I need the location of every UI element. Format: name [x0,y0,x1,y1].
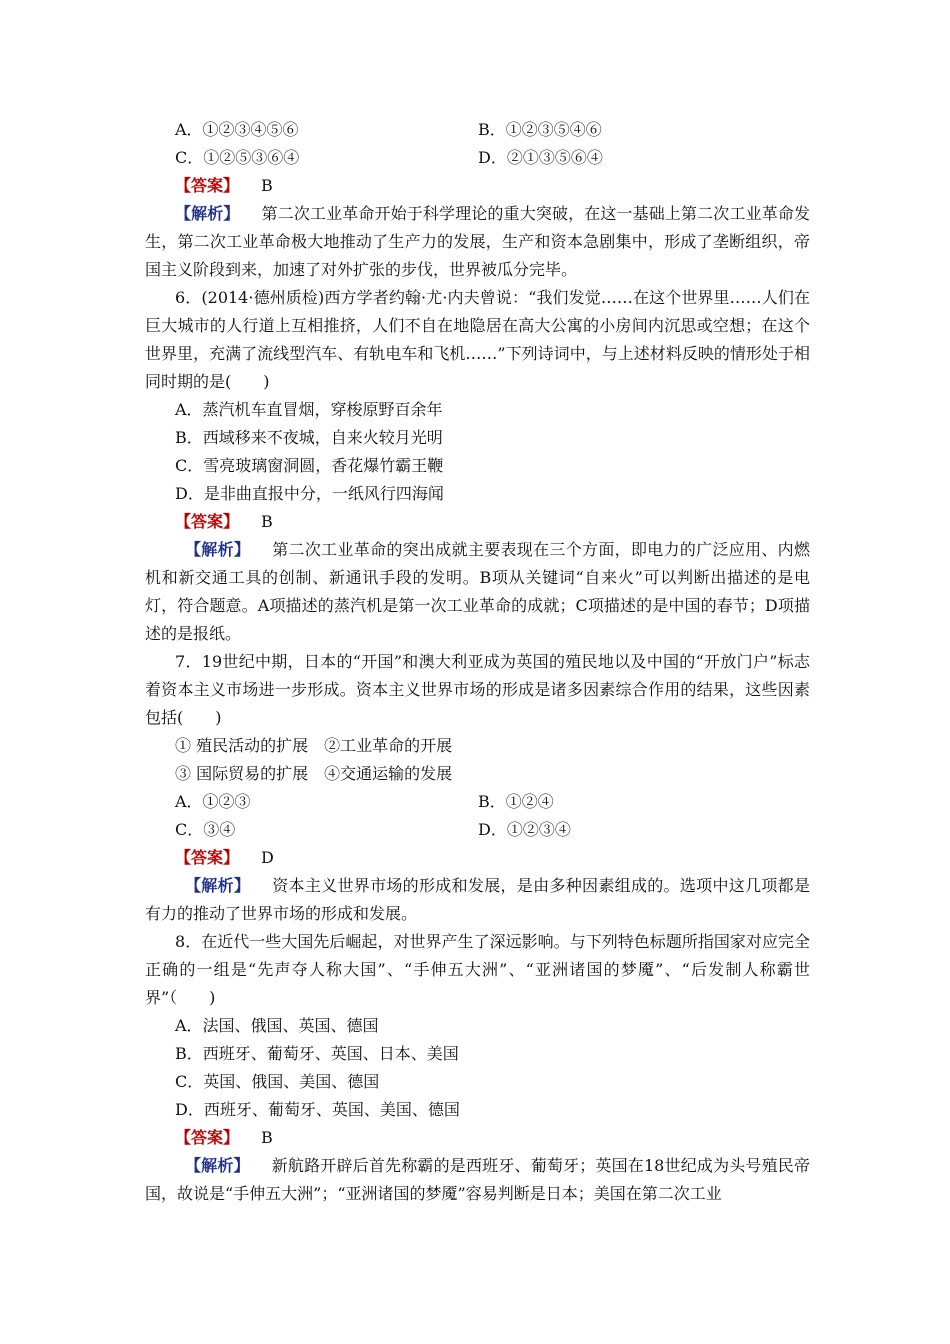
q6-option-c: C．雪亮玻璃窗洞圆，香花爆竹霸王鞭 [175,456,444,475]
q8-option-d: D．西班牙、葡萄牙、英国、美国、德国 [175,1100,460,1119]
document-page [145,116,810,1208]
q7-options-row-2 [145,816,810,844]
q8-answer [145,1124,810,1152]
answer-value: B [261,176,273,195]
q5-option-b: B．①②③⑤④⑥ [478,120,602,139]
q5-analysis [145,200,810,284]
q8-analysis [145,1152,810,1208]
analysis-tag: 【解析】 [175,204,240,223]
q6-stem: 6．(2014·德州质检)西方学者约翰·尤·内夫曾说：“我们发觉……在这个世界里……人们在巨大城市的人行道上互相推挤，人们不自在地隐居在高大公寓的小房间内沉思或空想；在这个世界里，充满了流线型汽车、有轨电车和飞机……”下列诗词中，与上述材料反映的情形处于相同时期的是( ) [145,288,810,391]
answer-value: D [261,848,274,867]
q7-option-a: A．①②③ [175,792,251,811]
q8-stem: 8．在近代一些大国先后崛起，对世界产生了深远影响。与下列特色标题所指国家对应完全正确的一组是“先声夺人称大国”、“手伸五大洲”、“亚洲诸国的梦魇”、“后发制人称霸世界”（ ) [145,932,810,1007]
q5-options-row-2 [145,144,810,172]
analysis-text: 资本主义世界市场的形成和发展，是由多种因素组成的。选项中这几项都是有力的推动了世界市场的形成和发展。 [145,876,810,923]
q7-analysis [145,872,810,928]
answer-tag: 【答案】 [175,1128,240,1147]
answer-value: B [261,512,273,531]
q6-answer [145,508,810,536]
analysis-text: 第二次工业革命的突出成就主要表现在三个方面，即电力的广泛应用、内燃机和新交通工具的创制、新通讯手段的发明。B项从关键词“自来火”可以判断出描述的是电灯，符合题意。A项描述的蒸汽机是第一次工业革命的成就；C项描述的是中国的春节；D项描述的是报纸。 [145,540,810,643]
q7-option-b: B．①②④ [478,792,554,811]
answer-value: B [261,1128,273,1147]
q7-option-d: D．①②③④ [478,820,571,839]
analysis-text: 新航路开辟后首先称霸的是西班牙、葡萄牙；英国在18世纪成为头号殖民帝国，故说是“手伸五大洲”；“亚洲诸国的梦魇”容易判断是日本；美国在第二次工业 [145,1156,810,1203]
answer-tag: 【答案】 [175,512,240,531]
answer-tag: 【答案】 [175,848,240,867]
q5-answer [145,172,810,200]
analysis-tag: 【解析】 [185,540,251,559]
q7-answer [145,844,810,872]
q6-option-a: A．蒸汽机车直冒烟，穿梭原野百余年 [175,400,443,419]
analysis-tag: 【解析】 [185,1156,250,1175]
q8-option-b: B．西班牙、葡萄牙、英国、日本、美国 [175,1044,459,1063]
q6-analysis [145,536,810,648]
answer-tag: 【答案】 [175,176,240,195]
q5-option-a: A．①②③④⑤⑥ [175,120,299,139]
q7-item-row-2: ③ 国际贸易的扩展 ④交通运输的发展 [175,764,453,783]
q5-option-d: D．②①③⑤⑥④ [478,148,603,167]
q7-option-c: C．③④ [175,820,236,839]
q7-stem: 7．19世纪中期，日本的“开国”和澳大利亚成为英国的殖民地以及中国的“开放门户”标志着资本主义市场进一步形成。资本主义世界市场的形成是诸多因素综合作用的结果，这些因素包括( ) [145,652,810,727]
q7-options-row-1 [145,788,810,816]
q8-option-a: A．法国、俄国、英国、德国 [175,1016,379,1035]
q8-option-c: C．英国、俄国、美国、德国 [175,1072,380,1091]
q7-item-row-1: ① 殖民活动的扩展 ②工业革命的开展 [175,736,453,755]
q6-option-b: B．西域移来不夜城，自来火较月光明 [175,428,443,447]
q5-option-c: C．①②⑤③⑥④ [175,148,300,167]
analysis-tag: 【解析】 [185,876,251,895]
q5-options-row-1 [145,116,810,144]
q6-option-d: D．是非曲直报中分，一纸风行四海闻 [175,484,444,503]
analysis-text: 第二次工业革命开始于科学理论的重大突破，在这一基础上第二次工业革命发生，第二次工业革命极大地推动了生产力的发展，生产和资本急剧集中，形成了垄断组织，帝国主义阶段到来，加速了对外扩张的步伐，世界被瓜分完毕。 [145,204,810,279]
